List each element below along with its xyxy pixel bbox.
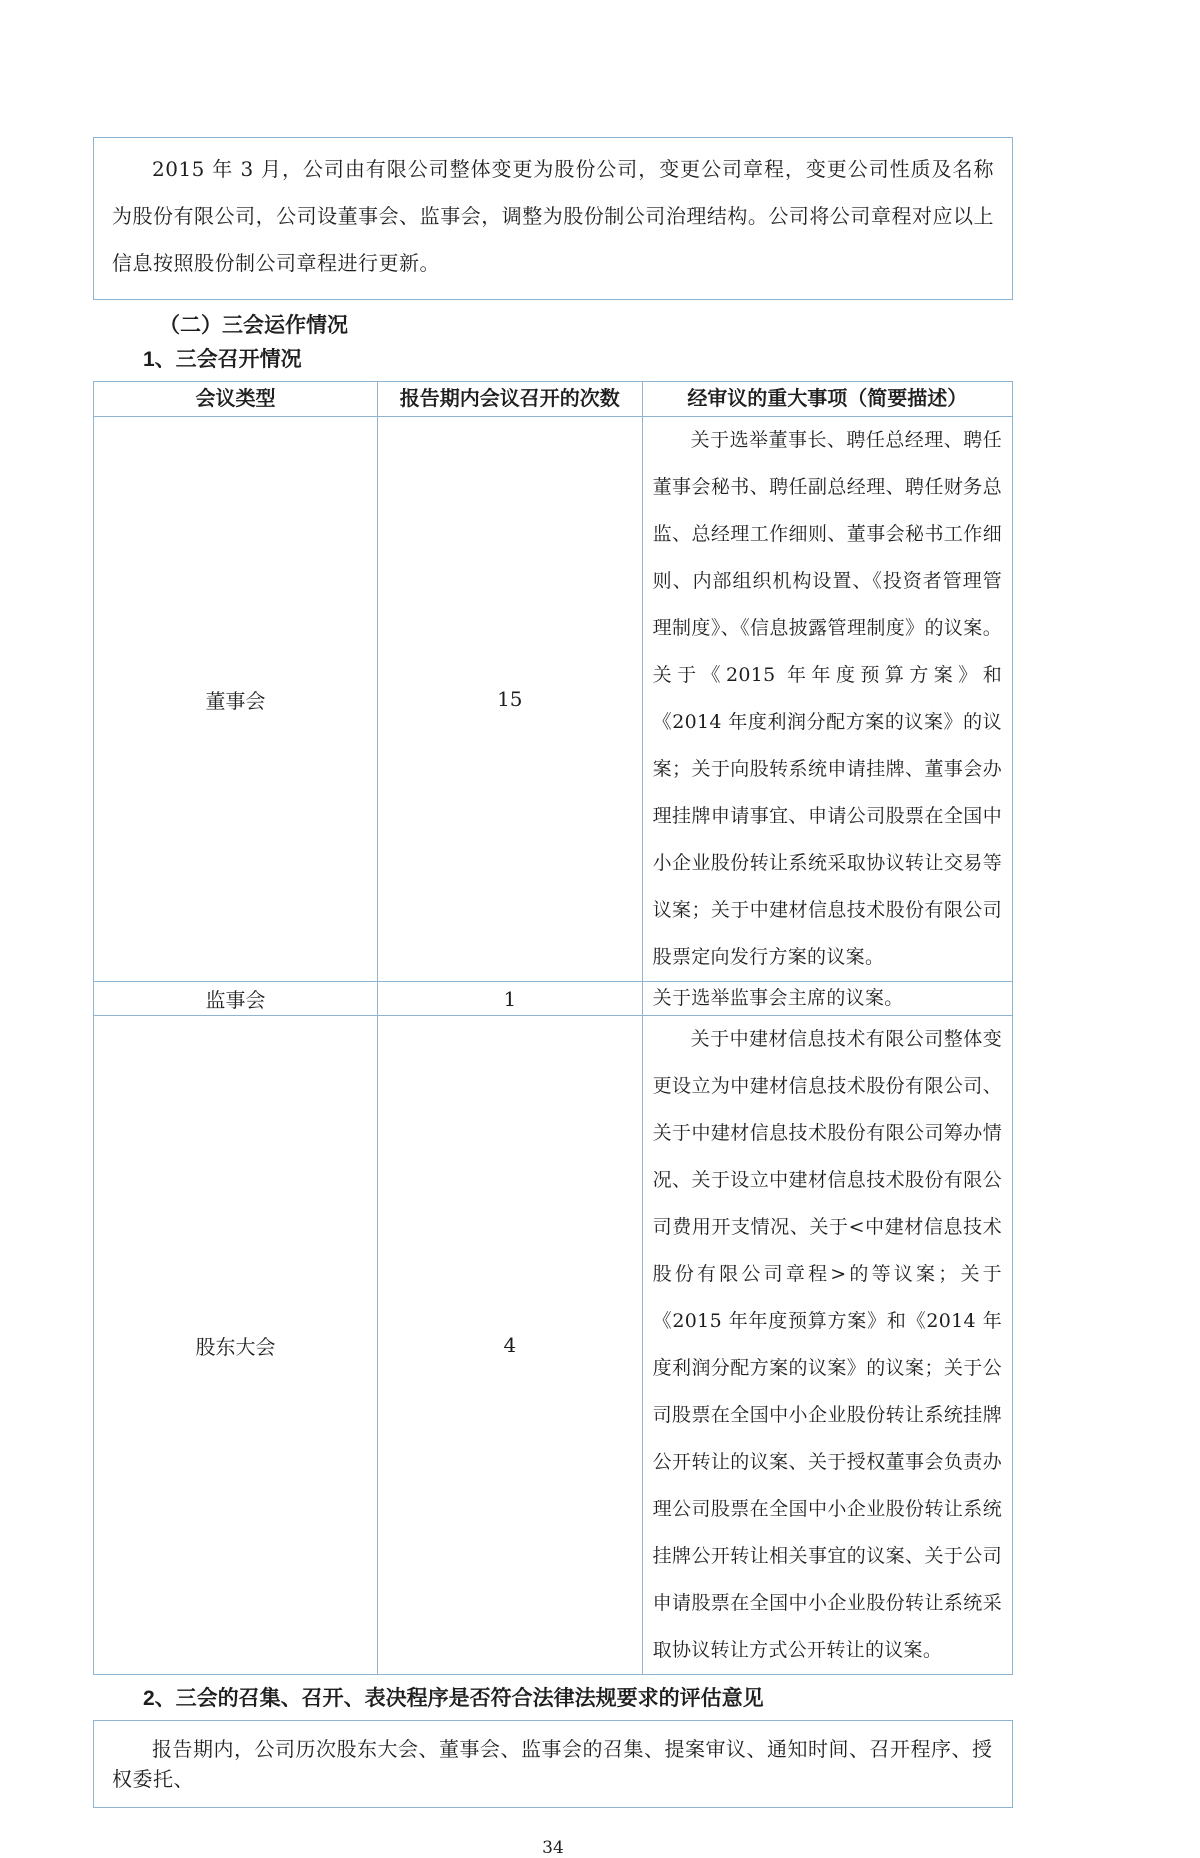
header-major-matters: 经审议的重大事项（简要描述） — [642, 382, 1012, 417]
header-meeting-count: 报告期内会议召开的次数 — [377, 382, 642, 417]
meeting-matters-cell: 关于选举董事长、聘任总经理、聘任董事会秘书、聘任副总经理、聘任财务总监、总经理工作细则、董事会秘书工作细则、内部组织机构设置、《投资者管理管理制度》、《信息披露管理制度》的议案。关于《2015 年年度预算方案》和《2014 年度利润分配方案的议案》的议案；关于向股转系统申请挂牌、董事会办理挂牌申请事宜、申请公司股票在全国中小企业股份转让系统采取协议转让交易等议案；关于中建材信息技术股份有限公司股票定向发行方案的议案。 — [642, 417, 1012, 982]
table-row-board-of-directors — [94, 417, 1013, 982]
table-row-shareholders-meeting — [94, 1016, 1013, 1675]
meeting-count-cell: 4 — [377, 1016, 642, 1675]
closing-paragraph: 报告期内，公司历次股东大会、董事会、监事会的召集、提案审议、通知时间、召开程序、授权委托、 — [93, 1720, 1013, 1808]
page-content — [93, 137, 1013, 1858]
meetings-table — [93, 381, 1013, 1675]
meeting-matters-cell: 关于中建材信息技术有限公司整体变更设立为中建材信息技术股份有限公司、关于中建材信息技术股份有限公司筹办情况、关于设立中建材信息技术股份有限公司费用开支情况、关于<中建材信息技术股份有限公司章程>的等议案；关于《2015 年年度预算方案》和《2014 年度利润分配方案的议案》的议案；关于公司股票在全国中小企业股份转让系统挂牌公开转让的议案、关于授权董事会负责办理公司股票在全国中小企业股份转让系统挂牌公开转让相关事宜的议案、关于公司申请股票在全国中小企业股份转让系统采取协议转让方式公开转让的议案。 — [642, 1016, 1012, 1675]
intro-paragraph: 2015 年 3 月，公司由有限公司整体变更为股份公司，变更公司章程，变更公司性质及名称为股份有限公司，公司设董事会、监事会，调整为股份制公司治理结构。公司将公司章程对应以上信息按照股份制公司章程进行更新。 — [93, 137, 1013, 300]
table-header-row — [94, 382, 1013, 417]
meeting-type-cell: 董事会 — [94, 417, 378, 982]
subsection-heading-meeting-occurrences: 1、三会召开情况 — [143, 348, 302, 371]
meeting-type-cell: 监事会 — [94, 982, 378, 1016]
meeting-type-cell: 股东大会 — [94, 1016, 378, 1675]
header-meeting-type: 会议类型 — [94, 382, 378, 417]
meeting-count-cell: 1 — [377, 982, 642, 1016]
section-heading-three-boards-operation: （二）三会运作情况 — [159, 314, 348, 337]
table-row-board-of-supervisors — [94, 982, 1013, 1016]
meeting-matters-cell: 关于选举监事会主席的议案。 — [642, 982, 1012, 1016]
subsection-heading-procedures-assessment: 2、三会的召集、召开、表决程序是否符合法律法规要求的评估意见 — [143, 1687, 764, 1710]
meeting-count-cell: 15 — [377, 417, 642, 982]
page-number: 34 — [542, 1838, 564, 1858]
